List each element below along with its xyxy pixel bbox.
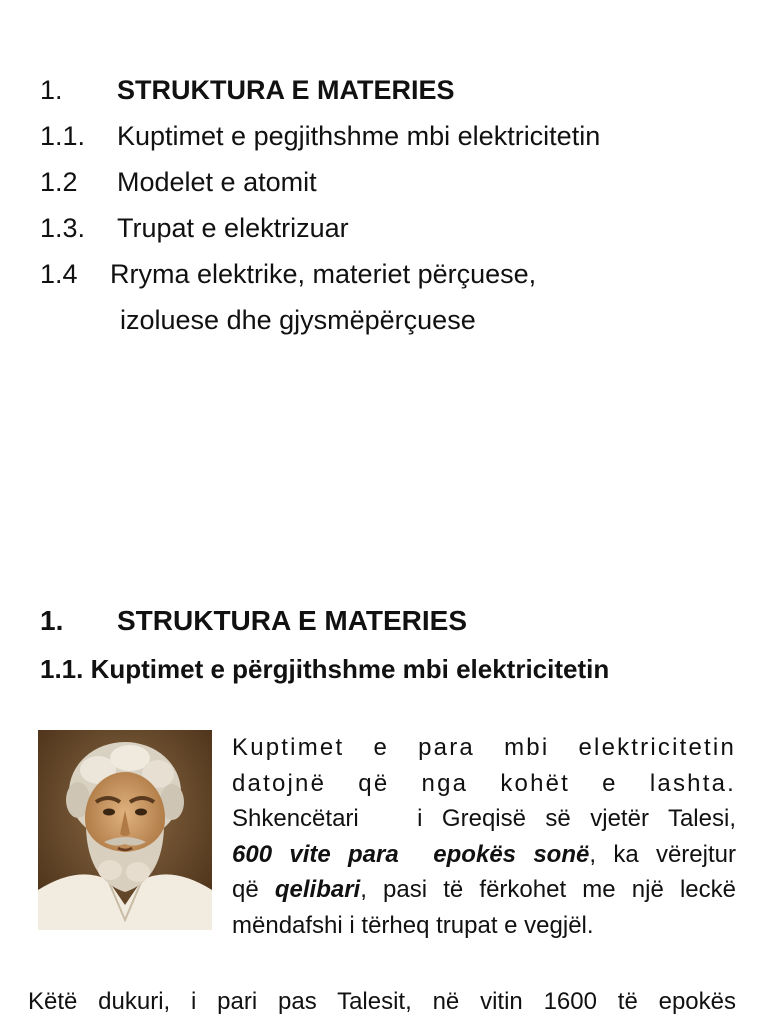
toc-title: izoluese dhe gjysmëpërçuese: [120, 305, 476, 335]
toc-row: [40, 254, 740, 300]
subsection-heading: 1.1. Kuptimet e përgjithshme mbi elektricitetin: [40, 654, 610, 684]
section-title: STRUKTURA E MATERIES: [117, 605, 467, 636]
thales-portrait-image: [38, 730, 212, 930]
toc-row-continuation: [40, 300, 740, 346]
paragraph-line: datojnë që nga kohët e lashta.: [232, 769, 736, 797]
toc-number: 1.: [40, 75, 63, 105]
toc-number: 1.2: [40, 167, 78, 197]
toc-number: 1.4: [40, 259, 78, 289]
paragraph-text: që: [232, 876, 275, 903]
paragraph-line: Kuptimet e para mbi elektricitetin: [232, 734, 736, 761]
section-number: 1.: [40, 605, 64, 636]
paragraph-line: Shkencëtari i Greqisë së vjetër Talesi,: [232, 805, 736, 832]
toc-title: STRUKTURA E MATERIES: [117, 75, 455, 105]
emphasis-amber: qelibari: [274, 876, 361, 903]
second-paragraph: Këtë dukuri, i pari pas Talesit, në vitin 1600 të epokës: [28, 988, 736, 1015]
paragraph-line: [232, 837, 736, 873]
toc-title: Rryma elektrike, materiet përçuese,: [110, 259, 537, 289]
toc-row: [40, 208, 740, 254]
paragraph-text: , ka vërejtur: [589, 840, 736, 868]
intro-paragraph: [232, 730, 736, 943]
toc-number: 1.3.: [40, 213, 86, 243]
toc-row: [40, 116, 740, 162]
toc-number: 1.1.: [40, 121, 86, 151]
emphasis-date: 600 vite para epokës sonë: [232, 840, 590, 868]
toc-title: Kuptimet e pegjithshme mbi elektricitetin: [117, 121, 601, 151]
toc-row: [40, 70, 740, 116]
portrait-illustration: [38, 730, 212, 930]
table-of-contents: [40, 70, 740, 346]
paragraph-line: mëndafshi i tërheq trupat e vegjël.: [232, 911, 594, 939]
paragraph-text: , pasi të fërkohet me një leckë: [360, 876, 736, 903]
paragraph-line: [232, 872, 736, 908]
toc-title: Modelet e atomit: [117, 167, 317, 197]
toc-row: [40, 162, 740, 208]
toc-title: Trupat e elektrizuar: [117, 213, 349, 243]
